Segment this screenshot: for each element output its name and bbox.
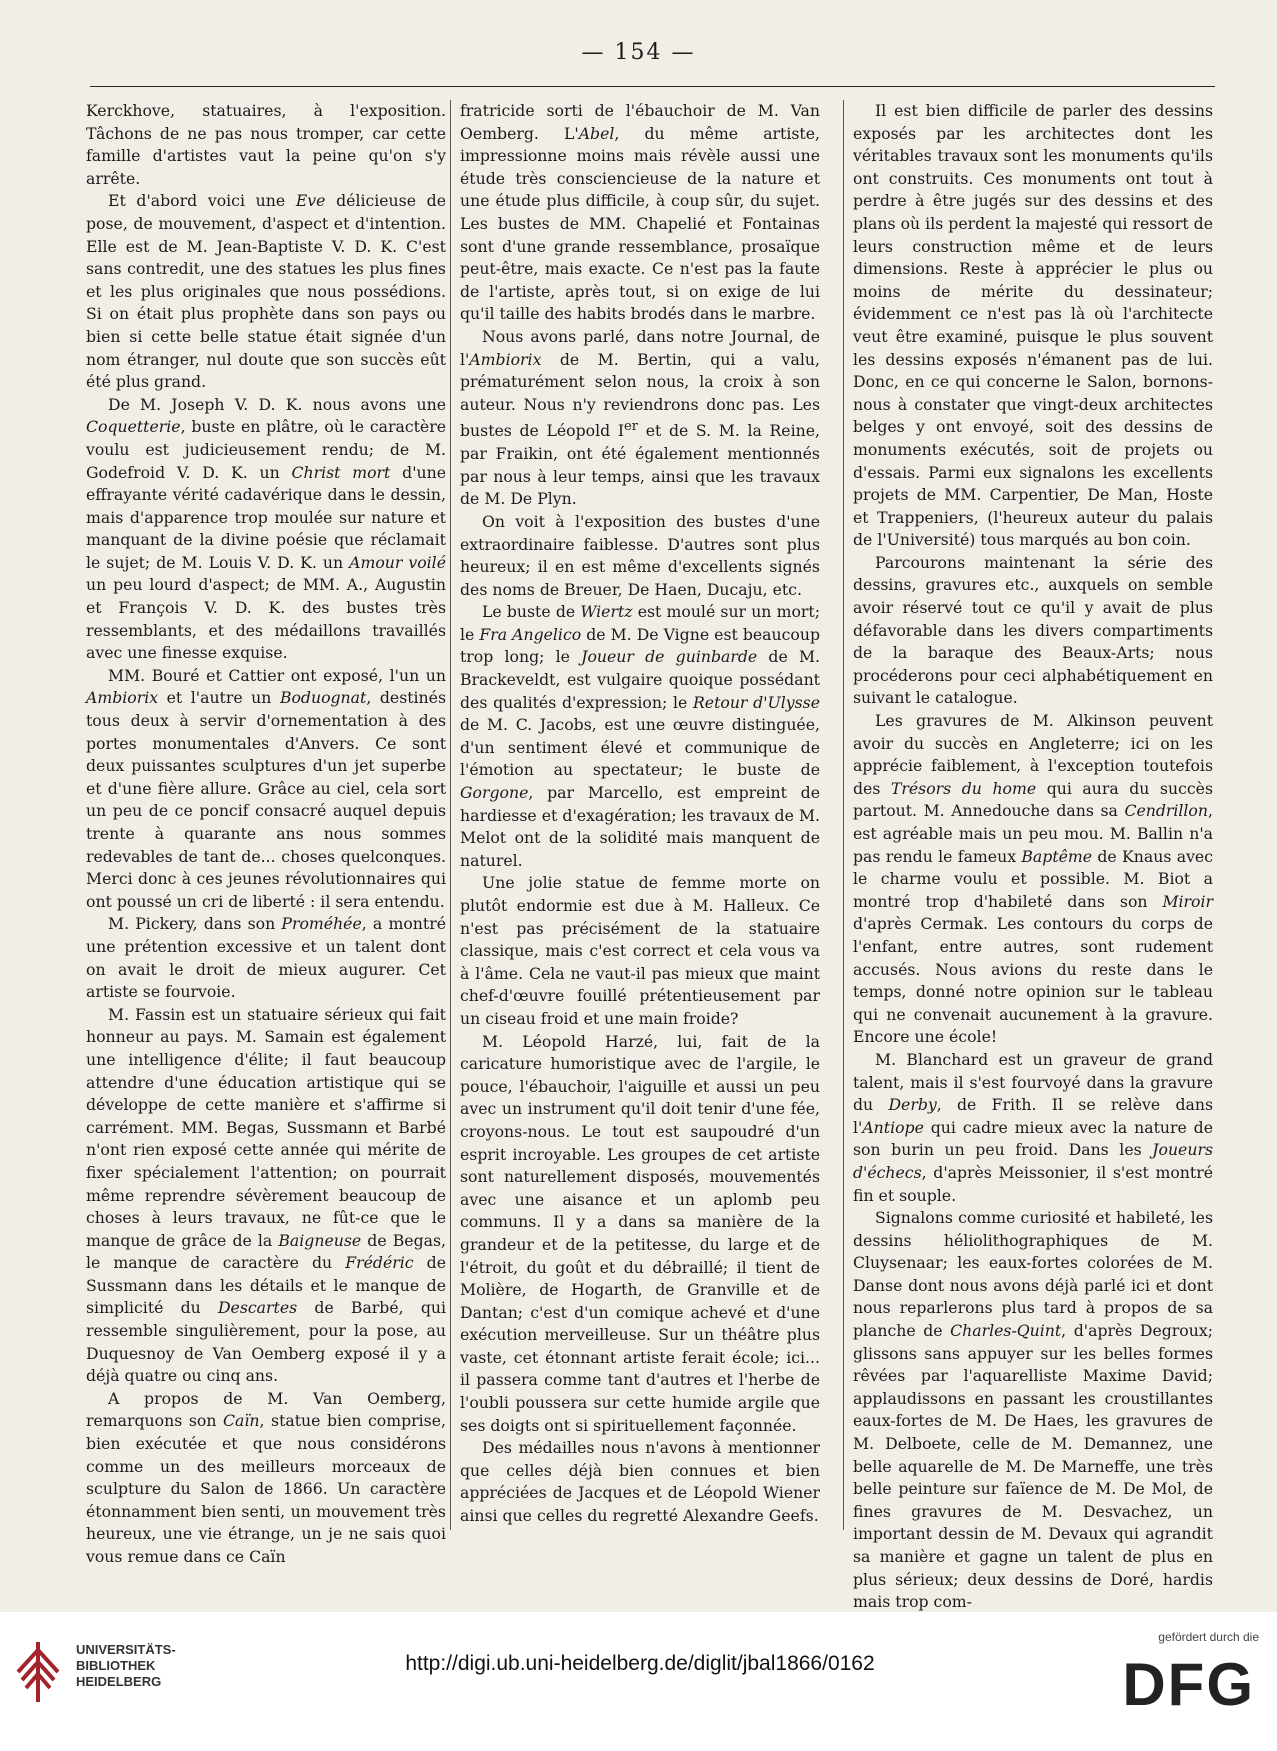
paragraph: Parcourons maintenant la série des dessins, gravures etc., auxquels on semble avoir réservé tout ce qu'il y avait de plus défavorable dans les divers compartiments de la baraque des Beaux-Arts; nous procéderons pour ceci alphabétiquement en suivant le catalogue. <box>853 552 1213 708</box>
column-divider <box>450 100 451 1530</box>
paragraph: M. Blanchard est un graveur de grand talent, mais il s'est fourvoyé dans la gravure du Derby, de Frith. Il se relève dans l'Antiope qui cadre mieux avec la nature de son burin un peu froid. Dans les Joueurs d'échecs, d'après Meissonier, il s'est montré fin et souple. <box>853 1049 1213 1205</box>
text-column-3 <box>853 100 1214 1612</box>
paragraph: Nous avons parlé, dans notre Journal, de l'Ambiorix de M. Bertin, qui a valu, prématurément selon nous, la croix à son auteur. Nous n'y reviendrons donc pas. Les bustes de Léopold Ier et de S. M. la Reine, par Fraikin, ont été également mentionnés par nous à leur temps, ainsi que les travaux de M. De Plyn. <box>460 326 820 509</box>
paragraph: MM. Bouré et Cattier ont exposé, l'un un Ambiorix et l'autre un Boduognat, destinés tous deux à servir d'ornementation à des portes monumentales d'Anvers. Ce sont deux puissantes sculptures d'un jet superbe et d'une fière allure. Grâce au ciel, cela sort un peu de ce poncif consacré auquel depuis trente à quarante ans nous sommes redevables de tant de... choses quelconques. Merci donc à ces jeunes révolutionnaires qui ont poussé un cri de liberté : il sera entendu. <box>86 665 446 911</box>
paragraph: M. Léopold Harzé, lui, fait de la caricature humoristique avec de l'argile, le pouce, l'ébauchoir, l'aiguille et aussi un peu avec un instrument qu'il doit tenir d'une fée, croyons-nous. Le tout est saupoudré d'un esprit incroyable. Les groupes de cet artiste sont naturellement disposés, mouvementés avec une aisance et un aplomb peu communs. Il y a dans sa manière de la grandeur et de la petitesse, du large et de l'étroit, du goût et du débraillé; il tient de Molière, de Hogarth, de Granville et de Dantan; c'est d'un comique achevé et d'une exécution merveilleuse. Sur un théâtre plus vaste, cet étonnant artiste ferait école; ici... il passera comme tant d'autres et l'herbe de l'oubli poussera sur cette humide argile que ses doigts ont si spirituellement façonnée. <box>460 1031 820 1435</box>
text-column-2 <box>460 100 820 1530</box>
paragraph: On voit à l'exposition des bustes d'une extraordinaire faiblesse. D'autres sont plus heureux; il en est même d'excellents signés des noms de Breuer, De Haen, Ducaju, etc. <box>460 511 820 599</box>
paragraph: A propos de M. Van Oemberg, remarquons son Caïn, statue bien comprise, bien exécutée et que nous considérons comme un des meilleurs morceaux de sculpture du Salon de 1866. Un caractère étonnamment bien senti, un mouvement très heureux, une vie étrange, un je ne sais quoi vous remue dans ce Caïn <box>86 1388 447 1566</box>
paragraph: Des médailles nous n'avons à mentionner que celles déjà bien connues et bien appréciées de Jacques et de Léopold Wiener ainsi que celles du regretté Alexandre Geefs. <box>460 1438 820 1526</box>
university-name <box>76 1642 176 1690</box>
page-number: — 154 — <box>581 40 696 65</box>
paragraph: fratricide sorti de l'ébauchoir de M. Van Oemberg. L'Abel, du même artiste, impressionne moins mais révèle aussi une étude très consciencieuse de la nature et une étude plus difficile, à coup sûr, du sujet. Les bustes de MM. Chapelié et Fontainas sont d'une grande ressemblance, prosaïque peut-être, mais exacte. Ce n'est pas la faute de l'artiste, après tout, si on exige de lui qu'il taille des habits brodés dans le marbre. <box>460 101 820 324</box>
dfg-logo: DFG <box>1122 1651 1255 1718</box>
paragraph: M. Fassin est un statuaire sérieux qui fait honneur au pays. M. Samain est également une intelligence d'élite; il faut beaucoup attendre d'une éducation artistique qui se développe de cette manière et s'affirme si carrément. MM. Begas, Sussmann et Barbé n'ont rien exposé cette année qui mérite de fixer spécialement l'attention; on pourrait même reprendre sévèrement beaucoup de choses à leurs travaux, ne fût-ce que le manque de grâce de la Baigneuse de Begas, le manque de caractère du Frédéric de Sussmann dans les détails et le manque de simplicité du Descartes de Barbé, qui ressemble singulièrement, pour la pose, au Duquesnoy de Van Oemberg exposé il y a déjà quatre ou cinq ans. <box>86 1004 447 1386</box>
text-column-1 <box>86 100 447 1566</box>
paragraph: De M. Joseph V. D. K. nous avons une Coquetterie, buste en plâtre, où le caractère voulu est judicieusement rendu; de M. Godefroid V. D. K. un Christ mort d'une effrayante vérité cadavérique dans le dessin, mais d'apparence trop moulée sur nature et manquant de la divine poésie que réclamait le sujet; de M. Louis V. D. K. un Amour voilé un peu lourd d'aspect; de MM. A., Augustin et François V. D. K. des bustes très ressemblants, et des médaillons travaillés avec une finesse exquise. <box>86 394 446 663</box>
university-name-line: UNIVERSITÄTS- <box>76 1642 176 1657</box>
paragraph: M. Pickery, dans son Proméhée, a montré une prétention excessive et un talent dont on avait le droit de mieux augurer. Cet artiste se fourvoie. <box>86 914 446 1002</box>
digitization-footer <box>0 1612 1277 1751</box>
paragraph: Kerckhove, statuaires, à l'exposition. Tâchons de ne pas nous tromper, car cette famille d'artistes vaut la peine qu'on s'y arrête. <box>86 101 446 188</box>
source-url[interactable]: http://digi.ub.uni-heidelberg.de/diglit/jbal1866/0162 <box>405 1652 875 1675</box>
header-rule <box>90 86 1215 87</box>
paragraph: Il est bien difficile de parler des dessins exposés par les architectes dont les véritables travaux sont les monuments qu'ils ont construits. Ces monuments ont tout à perdre à être jugés sur des dessins et des plans où ils perdent la majesté qui ressort de leurs construction même et de leurs dimensions. Reste à apprécier le plus ou moins de mérite du dessinateur; évidemment ce n'est pas là où l'architecte veut être examiné, puisque le plus souvent les dessins exposés n'émanent pas de lui. Donc, en ce qui concerne le Salon, bornons-nous à constater que vingt-deux architectes belges y ont envoyé, soit des dessins de monuments exécutés, soit de projets ou d'essais. Parmi eux signalons les excellents projets de MM. Carpentier, De Man, Hoste et Trappeniers, (l'heureux auteur du palais de l'Université) tous marqués au bon coin. <box>853 101 1213 550</box>
paragraph: Le buste de Wiertz est moulé sur un mort; le Fra Angelico de M. De Vigne est beaucoup trop long; le Joueur de guinbarde de M. Brackeveldt, est vulgaire quoique possédant des qualités d'expression; le Retour d'Ulysse de M. C. Jacobs, est une œuvre distinguée, d'un sentiment élevé et communique de l'émotion au spectateur; le buste de Gorgone, par Marcello, est empreint de hardiesse et d'exagération; les travaux de M. Melot ont de la solidité mais manquent de naturel. <box>460 602 820 870</box>
column-divider <box>843 100 844 1530</box>
university-name-line: HEIDELBERG <box>76 1674 162 1689</box>
paragraph: Signalons comme curiosité et habileté, les dessins héliolithographiques de M. Cluysenaar; les eaux-fortes colorées de M. Danse dont nous avons déjà parlé ici et dont nous reparlerons plus tard à propos de sa planche de Charles-Quint, d'après Degroux; glissons sans appuyer sur les belles formes rêvées par l'aquarelliste Maxime David; applaudissons en passant les croustillantes eaux-fortes de M. De Haes, les gravures de M. Delboete, celle de M. Demannez, une belle aquarelle de M. De Marneffe, une très belle peinture sur faïence de M. De Mol, de fines gravures de M. Desvachez, un important dessin de M. Devaux qui agrandit sa manière et gagne un talent de plus en plus sérieux; deux dessins de Doré, hardis mais trop com- <box>853 1208 1213 1612</box>
paragraph: Les gravures de M. Alkinson peuvent avoir du succès en Angleterre; ici on les apprécie faiblement, à l'exception toutefois des Trésors du home qui aura du succès partout. M. Annedouche dans sa Cendrillon, est agréable mais un peu mou. M. Ballin n'a pas rendu le fameux Baptême de Knaus avec le charme voulu et possible. M. Biot a montré trop d'habileté dans son Miroir d'après Cermak. Les contours du corps de l'enfant, entre autres, sont rudement accusés. Nous avions du reste dans le temps, donné notre opinion sur le tableau qui ne convenait aucunement à la gravure. Encore une école! <box>853 711 1214 1047</box>
university-logo-icon <box>12 1632 64 1706</box>
paragraph: Et d'abord voici une Eve délicieuse de pose, de mouvement, d'aspect et d'intention. Elle est de M. Jean-Baptiste V. D. K. C'est sans contredit, une des statues les plus fines et les plus originales que nous possédions. Si on était plus prophète dans son pays ou bien si cette belle statue était signée d'un nom étranger, nul doute que son succès eût été plus grand. <box>86 191 447 392</box>
university-name-line: BIBLIOTHEK <box>76 1658 156 1673</box>
paragraph: Une jolie statue de femme morte on plutôt endormie est due à M. Halleux. Ce n'est pas précisément de la statuaire classique, mais c'est correct et cela vous va à l'âme. Cela ne vaut-il pas mieux que maint chef-d'œuvre fouillé prétentieusement par un ciseau froid et une main froide? <box>460 873 820 1028</box>
funded-by-label: gefördert durch die <box>1158 1630 1259 1644</box>
